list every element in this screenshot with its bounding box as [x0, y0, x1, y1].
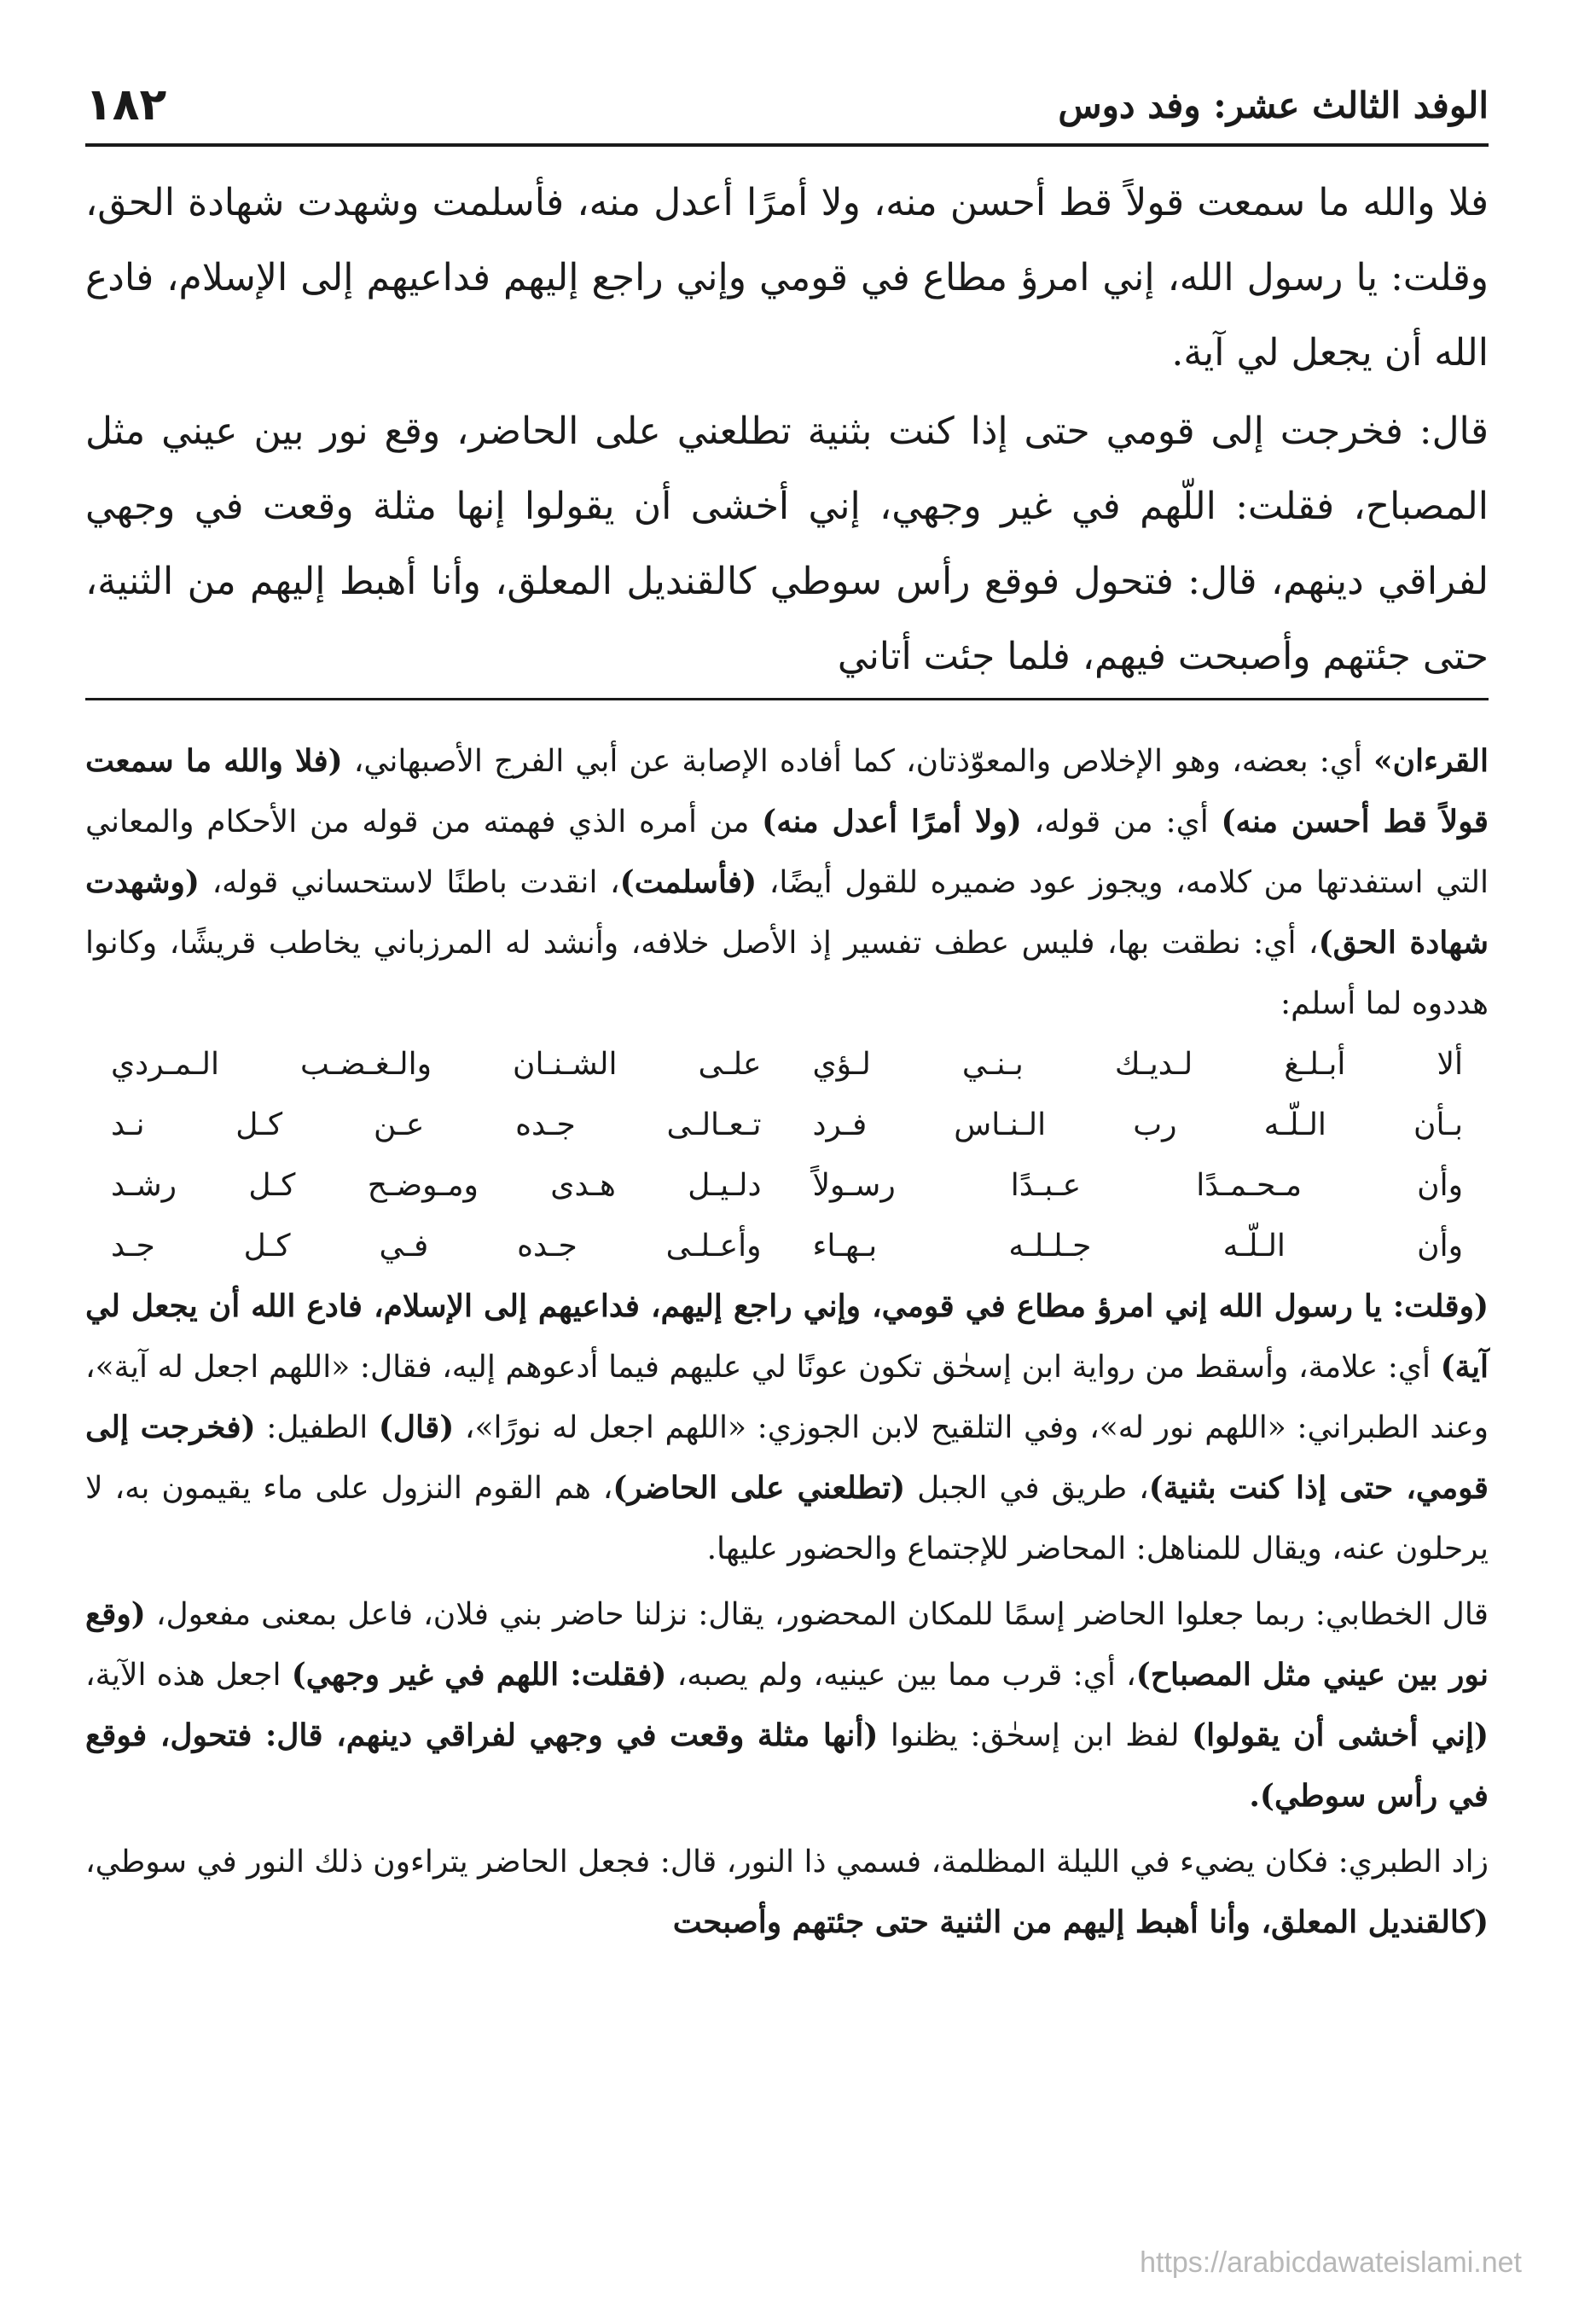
- poem-verse: [85, 1155, 1489, 1216]
- commentary-paragraph: [85, 1276, 1489, 1579]
- quoted-text-bold: (فأسلمت): [619, 864, 757, 900]
- commentary-text: ، أي: قرب مما بين عينيه، ولم يصبه،: [666, 1658, 1136, 1693]
- commentary-text: ، طريق في الجبل: [905, 1471, 1149, 1506]
- commentary-text: ، انقدت باطنًا لاستحساني قوله،: [199, 865, 620, 900]
- poem-hemistich: علـى الشـنـان والـغـضـب الـمـردي: [111, 1047, 762, 1082]
- quoted-text-bold: القرءان»: [1373, 743, 1489, 779]
- commentary-paragraph: [85, 1832, 1489, 1953]
- header-rule: [85, 143, 1489, 147]
- commentary: [85, 731, 1489, 1953]
- page-number: ١٨٢: [85, 79, 167, 131]
- commentary-text: ، أي: نطقت بها، فليس عطف تفسير إذ الأصل خلافه، وأنشد له المرزباني يخاطب قريشًا، وكانوا هددوه لما أسلم:: [85, 926, 1489, 1021]
- quoted-text-bold: (كالقنديل المعلق، وأنا أهبط إليهم من الثنية حتى جئتهم وأصبحت: [672, 1904, 1489, 1940]
- quoted-text-bold: (تطلعني على الحاضر): [612, 1470, 906, 1506]
- poem-verse: [85, 1216, 1489, 1276]
- poem-hemistich: وأن مـحـمـدًا عـبـدًا رسـولاً: [812, 1168, 1463, 1203]
- quoted-text-bold: (فقلت: اللهم في غير وجهي): [291, 1657, 667, 1693]
- commentary-text: أي: علامة، وأسقط من رواية ابن إسحٰق تكون عونًا لي عليهم فيما أدعوهم إليه، فقال: «اللهم اجعل له آية»، وعند الطبراني: «اللهم نور له»، وفي التلقيح لابن الجوزي: «اللهم اجعل له نورًا»،: [85, 1350, 1489, 1445]
- quoted-text-bold: (فخرجت إلى قومي، حتى إذا كنت بثنية): [85, 1409, 1489, 1506]
- poem-hemistich: وأعـلـى جـده فـي كـل جـد: [111, 1229, 762, 1264]
- poem-hemistich: دلـيـل هـدى ومـوضـح كـل رشـد: [111, 1168, 762, 1203]
- main-text: [85, 166, 1489, 694]
- commentary-paragraph: [85, 1584, 1489, 1827]
- poem-verse: [85, 1095, 1489, 1155]
- quoted-text-bold: (وشهدت شهادة الحق): [85, 864, 1489, 961]
- commentary-text: قال الخطابي: ربما جعلوا الحاضر إسمًا للمكان المحضور، يقال: نزلنا حاضر بني فلان، فاعل بمعنى مفعول،: [145, 1597, 1489, 1632]
- commentary-paragraph: [85, 731, 1489, 1034]
- section-divider: [85, 698, 1489, 700]
- poem: [85, 1034, 1489, 1276]
- poem-hemistich: بـأن الـلّـه رب الـنـاس فـرد: [812, 1107, 1463, 1142]
- poem-hemistich: وأن الـلّـه جـلـلـه بـهـاء: [812, 1229, 1463, 1264]
- poem-hemistich: تـعـالـى جـده عـن كـل نـد: [111, 1107, 762, 1142]
- running-title: الوفد الثالث عشر: وفد دوس: [1058, 84, 1489, 126]
- main-paragraph: قال: فخرجت إلى قومي حتى إذا كنت بثنية تطلعني على الحاضر، وقع نور بين عيني مثل المصباح، فقلت: اللّهم في غير وجهي، إني أخشى أن يقولوا إنها مثلة وقعت في وجهي لفراقي دينهم، قال: فتحول فوقع رأس سوطي كالقنديل المعلق، وأنا أهبط إليهم من الثنية، حتى جئتهم وأصبحت فيهم، فلما جئت أتاني: [85, 410, 1489, 678]
- quoted-text-bold: (أنها مثلة وقعت في وجهي لفراقي دينهم، قال: فتحول، فوقع في رأس سوطي).: [85, 1717, 1489, 1814]
- quoted-text-bold: (وقلت: يا رسول الله إني امرؤ مطاع في قومي، وإني راجع إليهم، فداعيهم إلى الإسلام، فادع الله أن يجعل لي آية): [85, 1288, 1489, 1385]
- poem-hemistich: ألا أبـلـغ لـديـك بـنـي لـؤي: [812, 1047, 1463, 1082]
- quoted-text-bold: (ولا أمرًا أعدل منه): [762, 804, 1022, 840]
- quoted-text-bold: (قال): [378, 1409, 455, 1445]
- main-paragraph: فلا والله ما سمعت قولاً قط أحسن منه، ولا أمرًا أعدل منه، فأسلمت وشهدت شهادة الحق، وقلت: يا رسول الله، إني امرؤ مطاع في قومي وإني راجع إليهم فداعيهم إلى الإسلام، فادع الله أن يجعل لي آية.: [85, 181, 1489, 375]
- commentary-text: لفظ ابن إسحٰق: يظنوا: [878, 1718, 1193, 1753]
- commentary-text: أي: من قوله،: [1021, 805, 1222, 840]
- commentary-text: اجعل هذه الآية،: [85, 1658, 292, 1693]
- commentary-text: من أمره الذي فهمته من قوله من الأحكام والمعاني التي استفدتها من كلامه، ويجوز عود ضميره للقول أيضًا،: [85, 805, 1489, 900]
- commentary-text: ، هم القوم النزول على ماء يقيمون به، لا يرحلون عنه، ويقال للمناهل: المحاضر للإجتماع والحضور عليها.: [85, 1471, 1489, 1566]
- document-page: [85, 75, 1489, 2276]
- commentary-text: زاد الطبري: فكان يضيء في الليلة المظلمة، فسمي ذا النور، قال: فجعل الحاضر يتراءون ذلك النور في سوطي،: [85, 1845, 1489, 1880]
- commentary-text: أي: بعضه، وهو الإخلاص والمعوّذتان، كما أفاده الإصابة عن أبي الفرج الأصبهاني،: [342, 744, 1374, 779]
- poem-verse: [85, 1034, 1489, 1095]
- commentary-text: الطفيل:: [255, 1410, 379, 1445]
- quoted-text-bold: (فلا والله ما سمعت قولاً قط أحسن منه): [85, 743, 1489, 840]
- quoted-text-bold: (وقع نور بين عيني مثل المصباح): [85, 1596, 1489, 1693]
- page-header: [85, 75, 1489, 135]
- quoted-text-bold: (إني أخشى أن يقولوا): [1192, 1717, 1489, 1753]
- watermark-url: https://arabicdawateislami.net: [1140, 2246, 1522, 2279]
